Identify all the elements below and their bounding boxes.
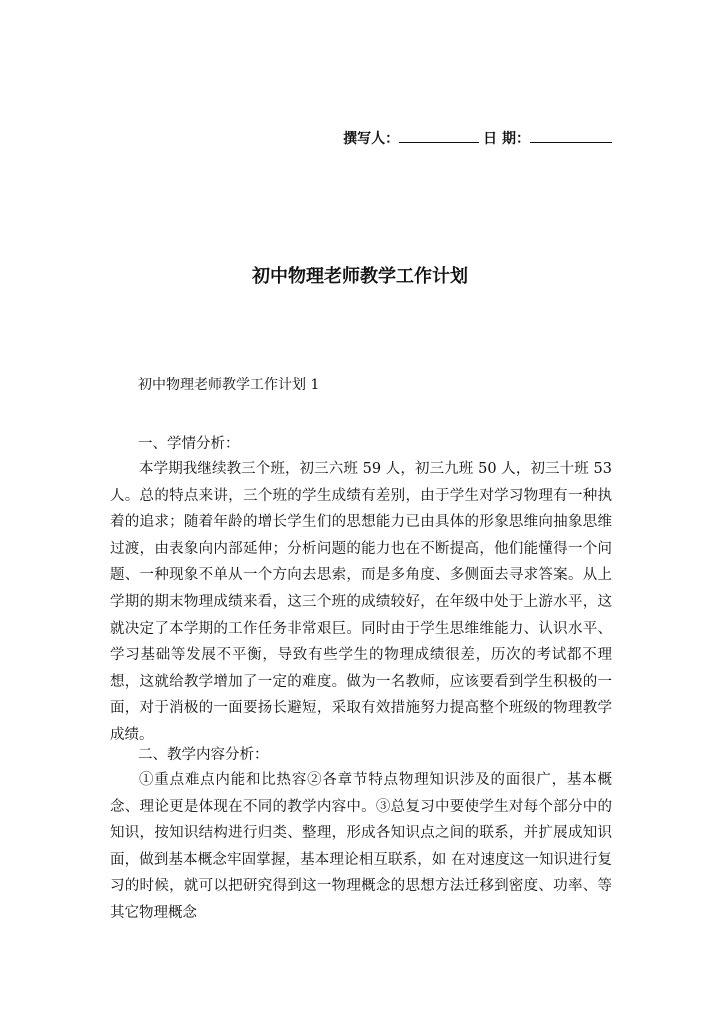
author-blank (399, 128, 479, 143)
section-paragraph-2: ①重点难点内能和比热容②各章节特点物理知识涉及的面很广，基本概念、理论更是体现在不同的教学内容中。③总复习中要使学生对每个部分中的知识，按知识结构进行归类、整理，形成各知识点之间的联系，并扩展成知识面，做到基本概念牢固掌握，基本理论相互联系，如 在对速度这一知识进行复习的时候，就可以把研究得到这一物理概念的思想方法迁移到密度、功率、等其它物理概念 (110, 772, 612, 921)
date-blank (530, 128, 612, 143)
document-subtitle: 初中物理老师教学工作计划 1 (138, 377, 320, 393)
header-signature-line (343, 128, 612, 148)
section-paragraph-1: 本学期我继续教三个班，初三六班 59 人，初三九班 50 人，初三十班 53 人。总的特点来讲，三个班的学生成绩有差别，由于学生对学习物理有一种执着的追求；随着年龄的增长学生们的思想能力已由具体的形象思维向抽象思维过渡，由表象向内部延伸；分析问题的能力也在不断提高，他们能懂得一个问题、一种现象不单从一个方向去思索，而是多角度、多侧面去寻求答案。从上学期的期末物理成绩来看，这三个班的成绩较好，在年级中处于上游水平，这就决定了本学期的工作任务非常艰巨。同时由于学生思维维能力、认识水平、学习基础等发展不平衡，导致有些学生的物理成绩很差，历次的考试都不理想，这就给教学增加了一定的难度。做为一名教师，应该要看到学生积极的一面，对于消极的一面要扬长避短，采取有效措施努力提高整个班级的物理教学成绩。 (110, 461, 612, 743)
date-label: 日 期： (483, 131, 530, 147)
section-heading-1: 一、学情分析： (138, 436, 240, 452)
section-heading-2: 二、教学内容分析： (138, 747, 269, 763)
document-title: 初中物理老师教学工作计划 (252, 266, 468, 287)
author-label: 撰写人： (343, 131, 400, 147)
